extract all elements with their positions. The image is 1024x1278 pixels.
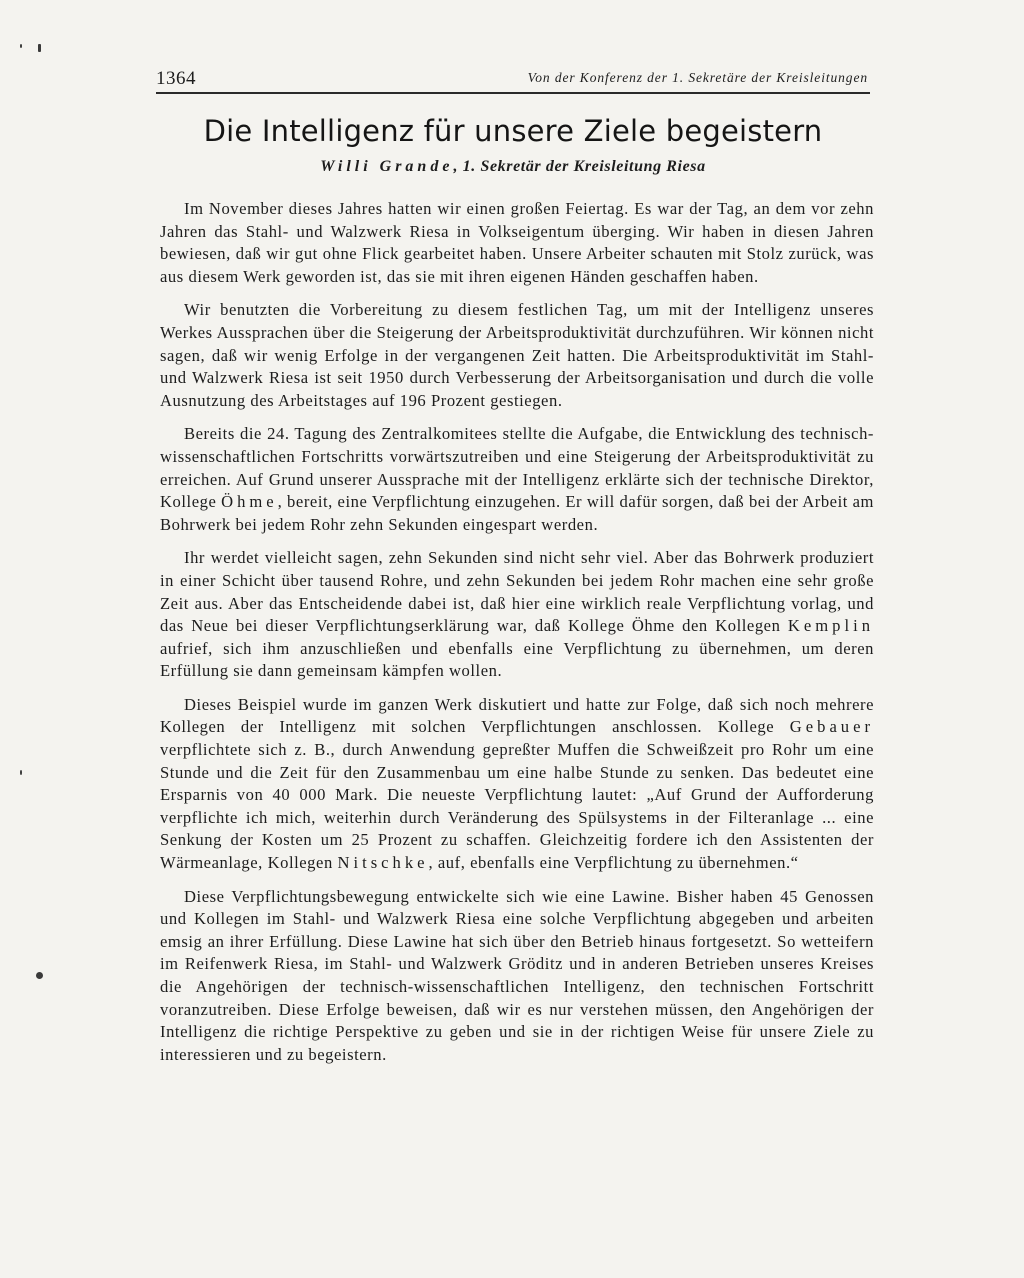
author-separator: ,	[453, 158, 459, 175]
paragraph-5-text-before: Dieses Beispiel wurde im ganzen Werk diskutiert und hatte zur Folge, daß sich noch mehrere Kollegen der Intelligenz mit solchen Verpflichtungen anschlossen. Kollege	[160, 694, 874, 737]
scan-speck	[38, 44, 41, 52]
paragraph-2: Wir benutzten die Vorbereitung zu diesem festlichen Tag, um mit der Intelligenz unseres Werkes Aussprachen über die Steigerung der Arbeitsproduktivität durchzuführen. Wir können nicht sagen, daß wir wenig Erfolge in der vergangenen Zeit hatten. Die Arbeitsproduktivität im Stahl- und Walzwerk Riesa ist seit 1950 durch Verbesserung der Arbeitsorganisation und durch die volle Ausnutzung des Arbeitstages auf 196 Prozent gestiegen.	[160, 300, 874, 410]
scan-speck	[36, 972, 43, 979]
paragraph-3	[160, 423, 874, 536]
article-body	[160, 198, 874, 1077]
paragraph-5-text-middle: verpflichtete sich z. B., durch Anwendung gepreßter Muffen die Schweißzeit pro Rohr um eine Stunde und die Zeit für den Zusammenbau um eine halbe Stunde zu senken. Das bedeutet eine Ersparnis von 40 000 Mark. Die neueste Verpflichtung lautet: „Auf Grund der Aufforderung verpflichte ich mich, weiterhin durch Veränderung des Spülsystems in der Filteranlage ... eine Senkung der Kosten um 25 Prozent zu schaffen. Gleichzeitig fordere ich den Assistenten der Wärmeanlage, Kollegen	[160, 740, 874, 873]
article-title: Die Intelligenz für unsere Ziele begeistern	[203, 114, 823, 148]
author-role: 1. Sekretär der Kreisleitung Riesa	[462, 158, 706, 175]
page-header	[156, 66, 870, 94]
author-name: Willi Grande	[320, 158, 454, 175]
paragraph-3-text-after: , bereit, eine Verpflichtung einzugehen. Er will dafür sorgen, daß bei der Arbeit am Bohrwerk bei jedem Rohr zehn Sekunden eingespart werden.	[160, 492, 874, 534]
paragraph-1: Im November dieses Jahres hatten wir einen großen Feiertag. Es war der Tag, an dem vor zehn Jahren das Stahl- und Walzwerk Riesa in Volkseigentum überging. Wir haben in diesen Jahren bewiesen, daß wir gut ohne Flick gearbeitet haben. Unsere Arbeiter schauten mit Stolz zurück, was aus diesem Werk geworden ist, das sie mit ihren eigenen Händen geschaffen haben.	[160, 199, 874, 286]
paragraph-3-text-before: Bereits die 24. Tagung des Zentralkomitees stellte die Aufgabe, die Entwicklung des technisch-wissenschaftlichen Fortschritts vorwärtszutreiben und eine Steigerung der Arbeitsproduktivität zu erreichen. Auf Grund unserer Aussprache mit der Intelligenz erklärte sich der technische Direktor, Kollege	[160, 424, 874, 512]
scan-speck	[20, 44, 22, 48]
paragraph-5-text-after: , auf, ebenfalls eine Verpflichtung zu übernehmen.“	[428, 853, 799, 873]
author-line	[156, 158, 870, 176]
person-name-nitschke: Nitschke	[337, 853, 429, 873]
paragraph-4	[160, 547, 874, 683]
paragraph-4-text-before: Ihr werdet vielleicht sagen, zehn Sekunden sind nicht sehr viel. Aber das Bohrwerk produziert in einer Schicht über tausend Rohre, und zehn Sekunden bei jedem Rohr machen eine sehr große Zeit aus. Aber das Entscheidende dabei ist, daß hier eine wirklich reale Verpflichtung vorlag, und das Neue bei dieser Verpflichtungserklärung war, daß Kollege Öhme den Kollegen	[160, 548, 874, 636]
paragraph-6: Diese Verpflichtungsbewegung entwickelte sich wie eine Lawine. Bisher haben 45 Genossen und Kollegen im Stahl- und Walzwerk Riesa eine solche Verpflichtung abgegeben und arbeiten emsig an ihrer Erfüllung. Diese Lawine hat sich über den Betrieb hinaus fortgesetzt. So wetteifern im Reifenwerk Riesa, im Stahl- und Walzwerk Gröditz und in anderen Betrieben unseres Kreises die Angehörigen der technisch-wissenschaftlichen Intelligenz, den technischen Fortschritt voranzutreiben. Diese Erfolge beweisen, daß wir es nur verstehen müssen, den Angehörigen der Intelligenz die richtige Perspektive zu geben und sie in der richtigen Weise für unsere Ziele zu interessieren und zu begeistern.	[160, 886, 874, 1064]
person-name-gebauer: Gebauer	[789, 717, 874, 737]
page-number: 1364	[156, 68, 196, 89]
running-head: Von der Konferenz der 1. Sekretäre der Kreisleitungen	[527, 70, 868, 85]
person-name-oehme: Öhme	[221, 492, 278, 512]
person-name-kemplin: Kemplin	[787, 616, 874, 636]
paragraph-5	[160, 694, 874, 875]
scan-speck	[20, 770, 22, 775]
paragraph-4-text-after: aufrief, sich ihm anzuschließen und ebenfalls eine Verpflichtung zu übernehmen, um deren Erfüllung sie dann gemeinsam kämpfen wollen.	[160, 638, 874, 681]
